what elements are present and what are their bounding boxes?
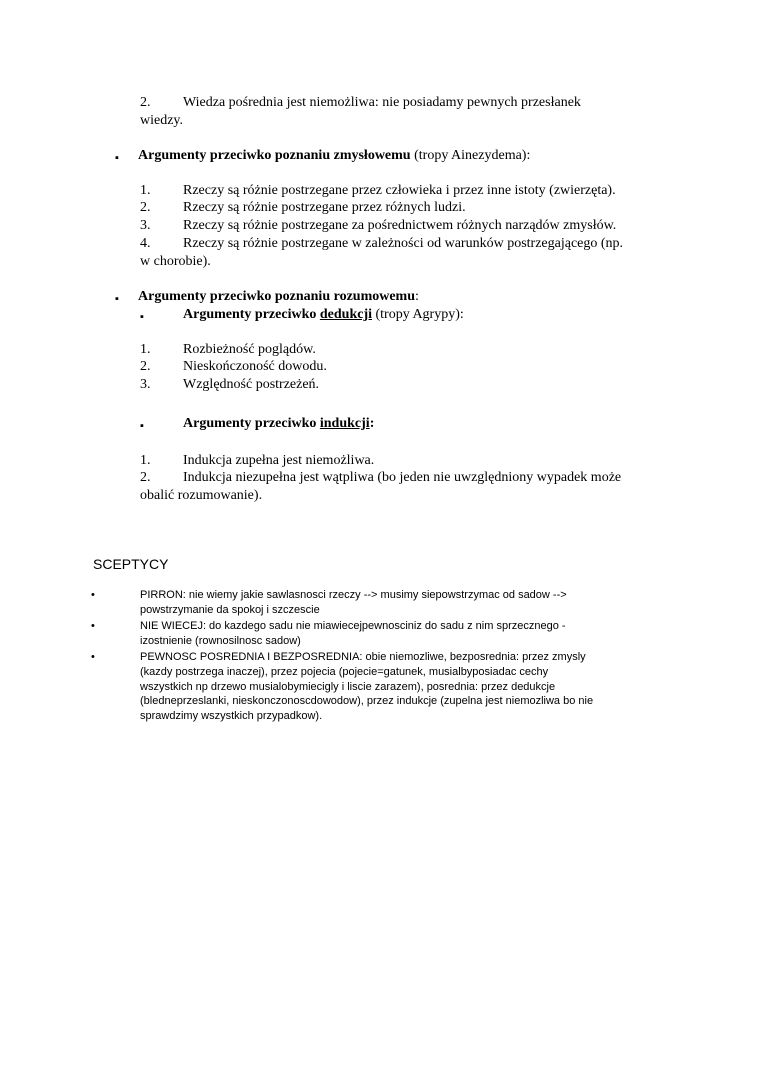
list-number: 2. <box>140 359 151 374</box>
list-number: 1. <box>140 342 151 357</box>
section-title-rest: : <box>415 289 419 304</box>
list-item-continuation: wiedzy. <box>140 113 184 128</box>
round-bullet-icon: • <box>91 620 95 632</box>
list-text: Indukcja zupełna jest niemożliwa. <box>183 453 375 468</box>
list-item <box>140 469 680 487</box>
subsection-keyword: indukcji <box>319 416 370 431</box>
subsection-title-rest: : <box>369 416 375 431</box>
list-item <box>140 217 680 235</box>
subsection-title-bold: Argumenty przeciwko <box>183 416 320 431</box>
list-item-continuation: w chorobie). <box>140 254 211 269</box>
subsection-title-induction <box>183 415 374 433</box>
list-item <box>140 235 680 253</box>
bullet-item <box>140 588 670 618</box>
section-title-bold: Argumenty przeciwko poznaniu zmysłowemu <box>138 148 411 163</box>
bullet-line: powstrzymanie da spokoj i szczescie <box>140 603 320 616</box>
bullet-line: NIE WIECEJ: do kazdego sadu nie miawiecejpewnosciniz do sadu z nim sprzecznego - <box>140 620 566 632</box>
square-bullet-icon: ▪ <box>140 420 144 432</box>
list-text: Względność postrzeżeń. <box>183 377 320 392</box>
section-heading-sceptycy: SCEPTYCY <box>93 556 169 572</box>
subsection-title-deduction <box>183 306 464 324</box>
list-text: Rzeczy są różnie postrzegane za pośrednictwem różnych narządów zmysłów. <box>183 218 617 233</box>
list-item <box>140 94 680 112</box>
list-item <box>140 341 680 359</box>
list-text: Rozbieżność poglądów. <box>183 342 316 357</box>
subsection-title-rest: (tropy Agrypy): <box>372 307 464 322</box>
list-number: 3. <box>140 377 151 392</box>
bullet-item <box>140 619 670 649</box>
square-bullet-icon: ▪ <box>140 311 144 323</box>
bullet-line: PEWNOSC POSREDNIA I BEZPOSREDNIA: obie niemozliwe, bezposrednia: przez zmysly <box>140 651 586 663</box>
list-text: Indukcja niezupełna jest wątpliwa (bo jeden nie uwzględniony wypadek może <box>183 470 622 485</box>
list-number: 1. <box>140 453 151 468</box>
list-number: 2. <box>140 200 151 215</box>
subsection-title-bold: Argumenty przeciwko <box>183 307 320 322</box>
list-number: 2. <box>140 95 151 110</box>
list-item <box>140 376 680 394</box>
list-text: Rzeczy są różnie postrzegane przez człowieka i przez inne istoty (zwierzęta). <box>183 183 616 198</box>
list-number: 3. <box>140 218 151 233</box>
section-title-rest: (tropy Ainezydema): <box>410 148 531 163</box>
list-number: 2. <box>140 470 151 485</box>
subsection-keyword: dedukcji <box>319 307 372 322</box>
list-number: 1. <box>140 183 151 198</box>
section-title-rational <box>138 288 419 306</box>
square-bullet-icon: ▪ <box>115 152 119 164</box>
bullet-item <box>140 650 670 724</box>
section-title-bold: Argumenty przeciwko poznaniu rozumowemu <box>138 289 416 304</box>
list-number: 4. <box>140 236 151 251</box>
list-item <box>140 358 680 376</box>
list-text: Rzeczy są różnie postrzegane w zależności od warunków postrzegającego (np. <box>183 236 624 251</box>
bullet-line: wszystkich np drzewo musialobymiecigly i liscie zarazem), posrednia: przez dedukcje <box>140 680 556 693</box>
bullet-line: sprawdzimy wszystkich przypadkow). <box>140 710 323 723</box>
bullet-line: (kazdy postrzega inaczej), przez pojecia (pojecie=gatunek, musialbyposiadac cechy <box>140 665 549 678</box>
list-item <box>140 199 680 217</box>
list-text: Rzeczy są różnie postrzegane przez różnych ludzi. <box>183 200 466 215</box>
bullet-line: PIRRON: nie wiemy jakie sawlasnosci rzeczy --> musimy siepowstrzymac od sadow --> <box>140 589 567 601</box>
list-text: Wiedza pośrednia jest niemożliwa: nie posiadamy pewnych przesłanek <box>183 95 581 110</box>
list-item <box>140 452 680 470</box>
list-text: Nieskończoność dowodu. <box>183 359 327 374</box>
list-item <box>140 182 680 200</box>
bullet-line: (bledneprzeslanki, nieskonczonoscdowodow), przez indukcje (zupelna jest niemozliwa bo nie <box>140 695 594 708</box>
section-title-sensory <box>138 147 530 165</box>
round-bullet-icon: • <box>91 651 95 663</box>
list-item-continuation: obalić rozumowanie). <box>140 488 263 503</box>
round-bullet-icon: • <box>91 589 95 601</box>
square-bullet-icon: ▪ <box>115 293 119 305</box>
bullet-line: izostnienie (rownosilnosc sadow) <box>140 634 301 647</box>
